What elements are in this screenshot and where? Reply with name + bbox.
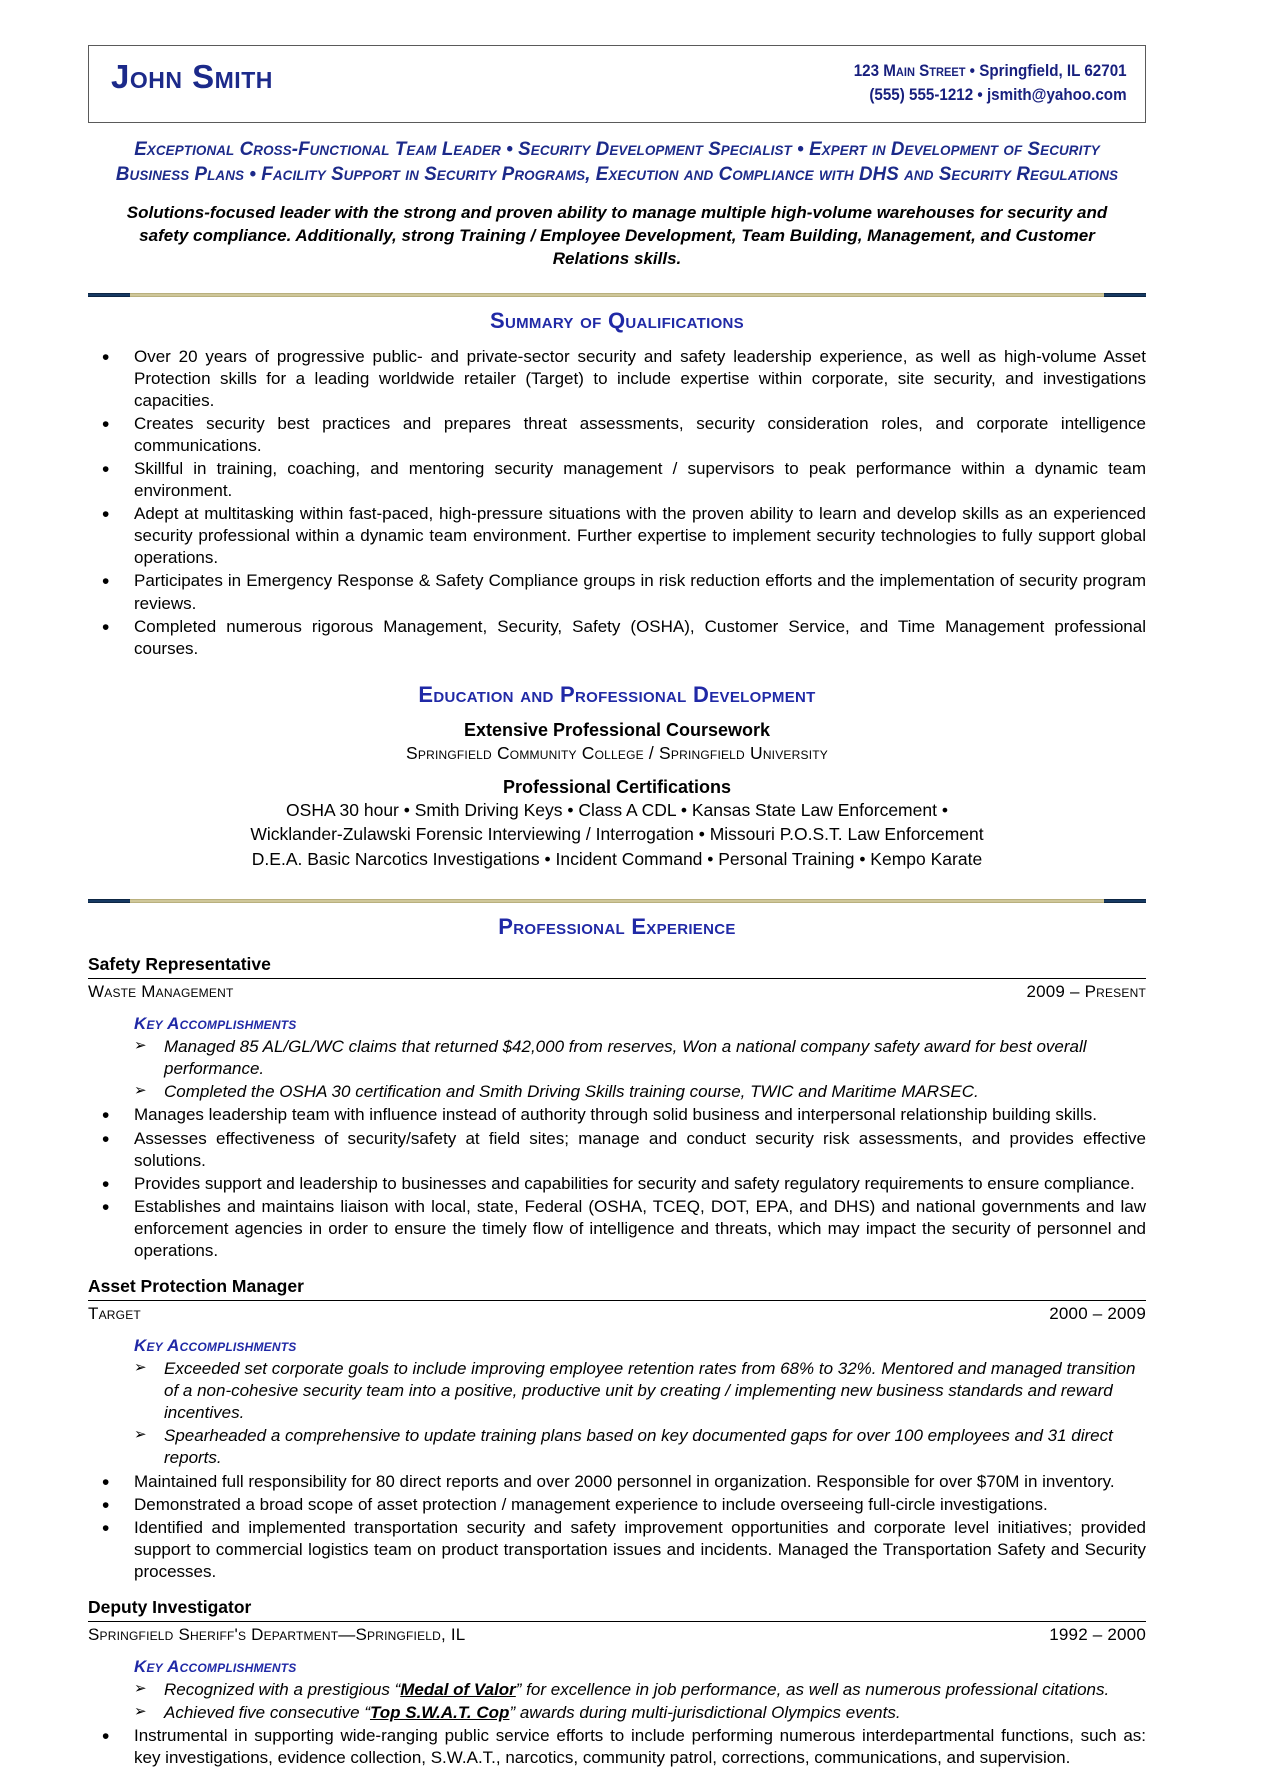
- responsibility-item: • Establishes and maintains liaison with local, state, Federal (OSHA, TCEQ, DOT, EPA, and DHS) and national governments and law enforcement agencies in order to ensure the timely flow of intelligence and threats, which may impact the security of personnel and operations.: [88, 1196, 1146, 1262]
- qualification-item: • Creates security best practices and prepares threat assessments, security consideration roles, and corporate intelligence communications.: [88, 413, 1146, 457]
- responsibility-item: • Identified and implemented transportation security and safety improvement opportunities and corporate level initiatives; provided support to commercial logistics team on product transportation issues and incidents. Managed the Transportation Safety and Security processes.: [88, 1517, 1146, 1583]
- award-name: [370, 1703, 509, 1722]
- accomplishment-item: ➢ Spearheaded a comprehensive to update training plans based on key documented gaps for over 100 employees and 31 direct reports.: [134, 1425, 1146, 1469]
- accomplishment-item: ➢ Completed the OSHA 30 certification and Smith Driving Skills training course, TWIC and Maritime MARSEC.: [134, 1081, 1146, 1103]
- certification-line: Wicklander-Zulawski Forensic Interviewing / Interrogation • Missouri P.O.S.T. Law Enforcement: [250, 824, 984, 845]
- certification-line: D.E.A. Basic Narcotics Investigations • Incident Command • Personal Training • Kempo Karate: [251, 848, 983, 869]
- experience-list: [88, 954, 1146, 1769]
- experience-entry: [88, 1276, 1146, 1583]
- schools-line: Springfield Community College / Springfield University: [406, 742, 828, 763]
- job-title: Safety Representative: [88, 954, 1146, 979]
- responsibility-item: • Maintained full responsibility for 80 direct reports and over 2000 personnel in organization. Responsible for over $70M in inventory.: [88, 1471, 1146, 1493]
- tagline-line-1: Exceptional Cross-Functional Team Leader • Security Development Specialist • Expert in Development of Security: [134, 138, 1100, 160]
- responsibilities-list: [88, 1104, 1146, 1262]
- resume-content: [88, 45, 1146, 1770]
- accomplishments-list: [134, 1679, 1146, 1724]
- section-divider: [88, 291, 1146, 298]
- job-company: Waste Management: [88, 982, 234, 1002]
- candidate-name: John Smith: [111, 58, 273, 95]
- qualification-item: • Completed numerous rigorous Management, Security, Safety (OSHA), Customer Service, and Time Management professional courses.: [88, 616, 1146, 660]
- street-address: 123 Main Street: [854, 62, 966, 80]
- phone-separator: •: [973, 85, 988, 104]
- address-separator: •: [965, 62, 980, 80]
- accomplishment-item: [134, 1679, 1146, 1701]
- section-heading-qualifications: Summary of Qualifications: [490, 307, 744, 333]
- headline-tagline: [109, 137, 1125, 188]
- key-accomplishments-heading: Key Accomplishments: [134, 1336, 297, 1356]
- certifications-lines: [88, 799, 1146, 871]
- accomplishment-item: ➢ Managed 85 AL/GL/WC claims that returned $42,000 from reserves, Won a national company safety award for best overall performance.: [134, 1036, 1146, 1080]
- experience-entry: [88, 954, 1146, 1262]
- accomplishment-text-pre: Recognized with a prestigious “: [164, 1680, 401, 1699]
- qualifications-list: [88, 346, 1146, 660]
- award-name-underline: Medal of Valor: [400, 1680, 516, 1699]
- accomplishment-text-post: ” for excellence in job performance, as well as numerous professional citations.: [515, 1680, 1110, 1699]
- city-state-zip: Springfield, IL 62701: [979, 62, 1127, 80]
- section-heading-experience: Professional Experience: [498, 914, 736, 940]
- responsibility-item: • Instrumental in supporting wide-ranging public service efforts to include performing numerous interdepartmental functions, such as: key investigations, evidence collection, S.W.A.T., narcotics, community patrol, corrections, communications, and supervision.: [88, 1725, 1146, 1769]
- job-meta-row: [88, 1304, 1146, 1324]
- resume-header: [88, 45, 1146, 123]
- responsibility-item: • Assesses effectiveness of security/safety at field sites; manage and conduct security risk assessments, and provides effective solutions.: [88, 1128, 1146, 1172]
- key-accomplishments-heading: Key Accomplishments: [134, 1014, 297, 1034]
- qualification-item: • Skillful in training, coaching, and mentoring security management / supervisors to peak performance within a dynamic team environment.: [88, 458, 1146, 502]
- job-company: Target: [88, 1304, 141, 1324]
- accomplishments-list: [134, 1036, 1146, 1103]
- tagline-line-2: Business Plans • Facility Support in Security Programs, Execution and Compliance with DHS and Security Regulations: [115, 163, 1119, 186]
- profile-summary: Solutions-focused leader with the strong and proven ability to manage multiple high-volume warehouses for security and safety compliance. Additionally, strong Training / Employee Development, Team Building, Management, and Customer Relations skills.: [126, 202, 1108, 268]
- contact-block: [854, 60, 1127, 108]
- divider-bar-tan: [88, 899, 1146, 903]
- qualification-item: • Participates in Emergency Response & Safety Compliance groups in risk reduction efforts and the implementation of security program reviews.: [88, 570, 1146, 614]
- job-title: Asset Protection Manager: [88, 1276, 1146, 1301]
- job-dates: 2009 – Present: [1026, 982, 1146, 1002]
- phone-number[interactable]: (555) 555-1212: [869, 85, 974, 104]
- job-company: Springfield Sheriff's Department—Springfield, IL: [88, 1625, 466, 1644]
- experience-entry: [88, 1597, 1146, 1769]
- key-accomplishments-heading: Key Accomplishments: [134, 1657, 297, 1676]
- responsibility-item: • Manages leadership team with influence instead of authority through solid business and interpersonal relationship building skills.: [88, 1104, 1146, 1126]
- job-meta-row: [88, 982, 1146, 1002]
- email-address[interactable]: jsmith@yahoo.com: [987, 85, 1127, 104]
- divider-cap-left: [88, 899, 130, 903]
- accomplishments-list: [134, 1358, 1146, 1469]
- award-name-underline: Top S.W.A.T. Cop: [370, 1703, 510, 1723]
- divider-cap-left: [88, 293, 130, 297]
- contact-address-line: [854, 60, 1127, 84]
- contact-phone-line: [854, 84, 1127, 108]
- award-name: [400, 1680, 516, 1699]
- coursework-heading: Extensive Professional Coursework: [463, 719, 771, 740]
- certifications-heading: Professional Certifications: [502, 776, 732, 797]
- responsibility-item: • Demonstrated a broad scope of asset protection / management experience to include overseeing full-circle investigations.: [88, 1494, 1146, 1516]
- divider-cap-right: [1104, 293, 1146, 297]
- job-dates: 1992 – 2000: [1049, 1625, 1146, 1644]
- section-heading-education: Education and Professional Development: [418, 681, 816, 707]
- qualification-item: • Adept at multitasking within fast-paced, high-pressure situations with the proven ability to learn and develop skills as an experienced security professional within a dynamic team environment. Further expertise to implement security technologies to fully support global operations.: [88, 503, 1146, 569]
- certification-line: OSHA 30 hour • Smith Driving Keys • Class A CDL • Kansas State Law Enforcement •: [286, 799, 948, 820]
- section-divider: [88, 897, 1146, 904]
- divider-cap-right: [1104, 899, 1146, 903]
- accomplishment-item: ➢ Exceeded set corporate goals to include improving employee retention rates from 68% to 32%. Mentored and managed transition of a non-cohesive security team into a positive, productive unit by creating / implementing new business standards and reward incentives.: [134, 1358, 1146, 1424]
- responsibility-item: • Provides support and leadership to businesses and capabilities for security and safety regulatory requirements to ensure compliance.: [88, 1173, 1146, 1195]
- job-title: Deputy Investigator: [88, 1597, 1146, 1622]
- job-dates: 2000 – 2009: [1049, 1304, 1146, 1324]
- responsibilities-list: [88, 1725, 1146, 1769]
- responsibilities-list: [88, 1471, 1146, 1583]
- qualification-item: • Over 20 years of progressive public- and private-sector security and safety leadership experience, as well as high-volume Asset Protection skills for a leading worldwide retailer (Target) to include expertise within corporate, site security, and investigations capacities.: [88, 346, 1146, 412]
- accomplishment-item: [134, 1702, 1146, 1724]
- job-meta-row: [88, 1625, 1146, 1645]
- accomplishment-text-pre: Achieved five consecutive “: [164, 1703, 370, 1723]
- accomplishment-text-post: ” awards during multi-jurisdictional Olympics events.: [509, 1703, 901, 1723]
- divider-bar-tan: [88, 293, 1146, 297]
